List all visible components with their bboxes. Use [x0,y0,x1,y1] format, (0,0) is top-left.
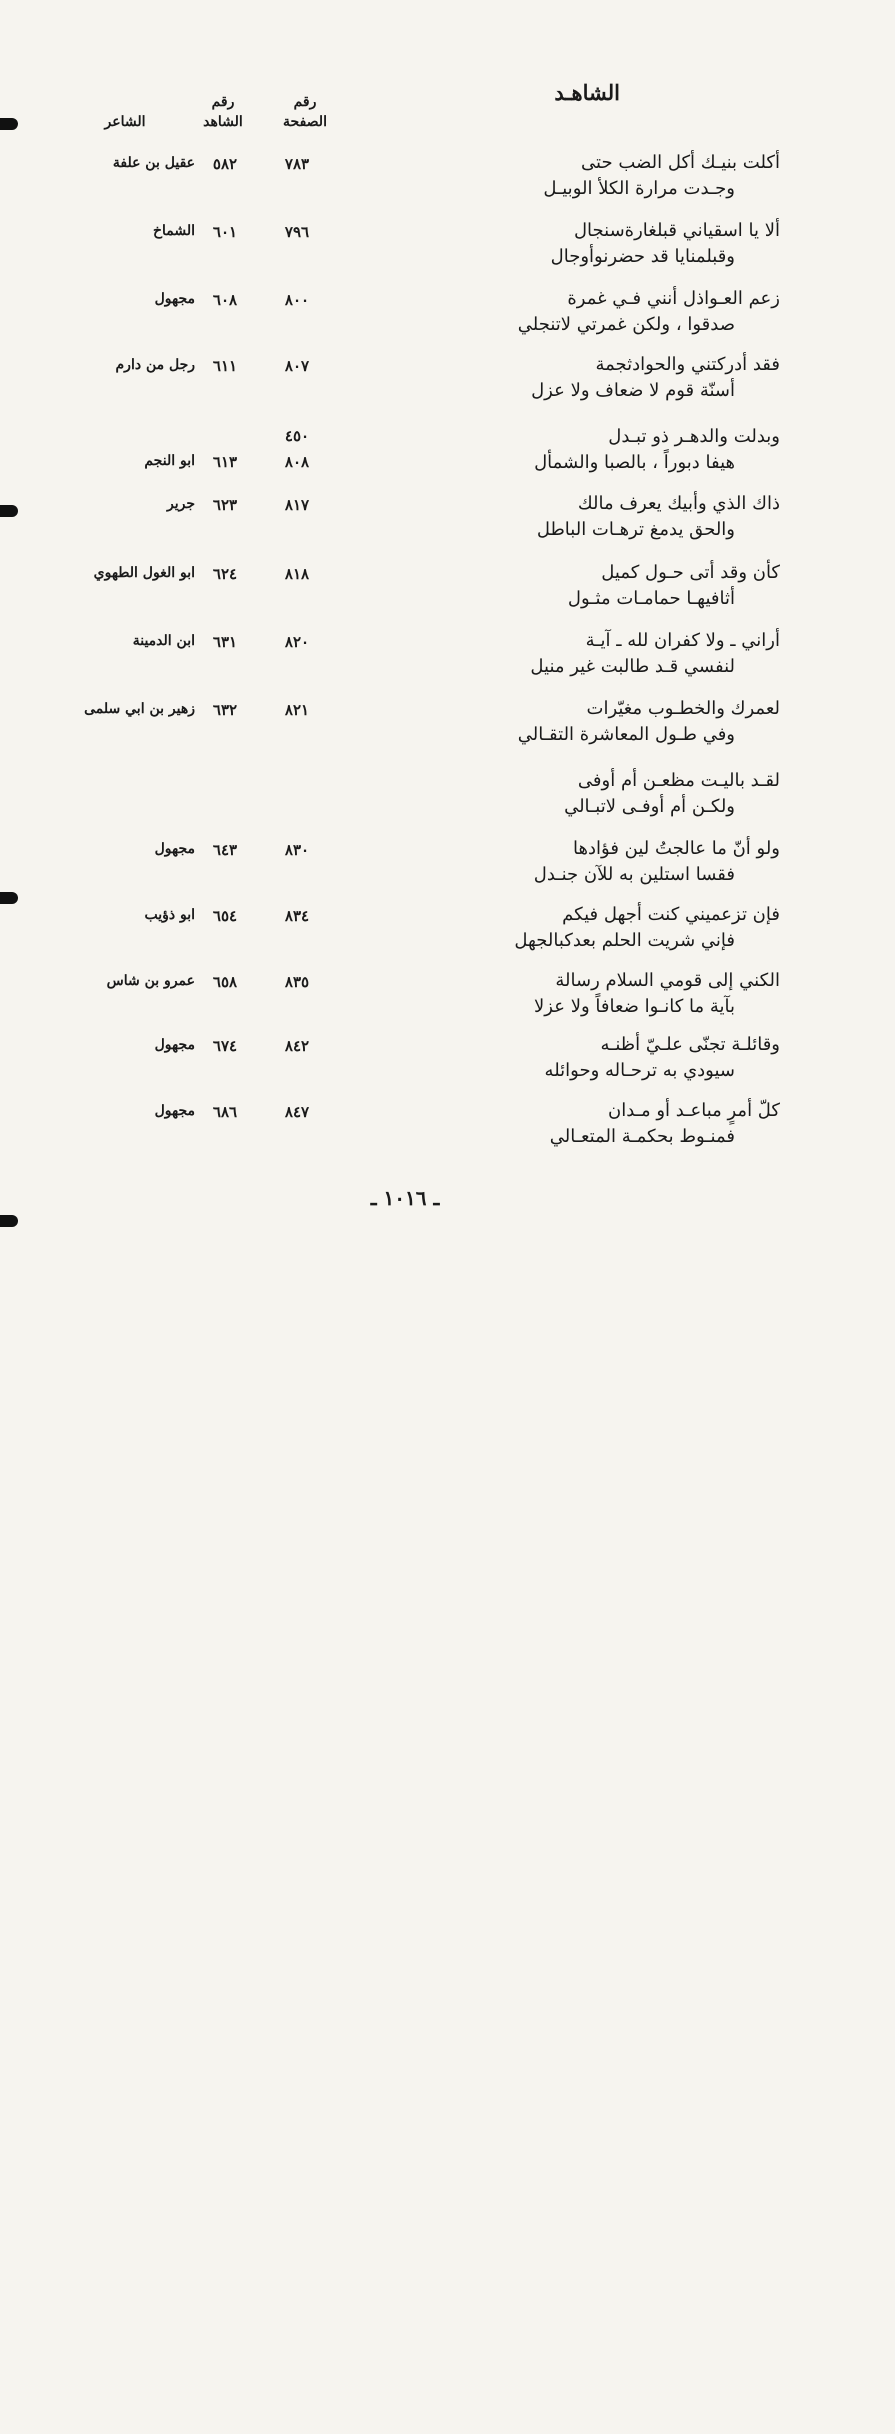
entry-row [0,352,895,412]
page-number-extra: ٤٥٠ [284,427,310,445]
verse-line-1: ذاك الذي وأبيك يعرف مالك [577,493,780,514]
poet-name: ابن الدمينة [132,633,195,649]
verse-line-1: ألا يا اسقياني قبلغارةسنجال [573,220,780,241]
poet-name: ابو النجم [144,453,195,469]
entry-row [0,696,895,756]
entry-row [0,902,895,962]
witness-number: ٦٥٨ [212,973,238,991]
poet-name: الشماخ [152,223,195,239]
scan-margin-mark [0,1215,18,1227]
column-header-witness-number: رقم الشاهد [203,94,243,130]
verse-line-2: ولكـن أم أوفـى لاتبـالي [564,796,735,817]
verse-line-2: أسنّة قوم لا ضعاف ولا عزل [531,380,735,401]
verse-line-1: وقائلـة تجنّى علـيّ أظنـه [600,1034,780,1055]
verse-line-1: وبدلت والدهـر ذو تبـدل [608,426,780,447]
page-number: ٨١٧ [284,496,310,514]
entry-row [0,560,895,620]
verse-line-1: فإن تزعميني كنت أجهل فيكم [562,904,780,925]
verse-line-2: وجـدت مرارة الكلأ الوبيـل [543,178,735,199]
poet-name: مجهول [154,291,195,307]
verse-line-1: ولو أنّ ما عالجتُ لين فؤادها [573,838,780,859]
verse-line-1: كلّ أمرٍ مباعـد أو مـدان [608,1100,780,1121]
witness-number: ٦٣١ [212,633,238,651]
witness-number: ٦٢٤ [212,565,238,583]
witness-number: ٦١١ [212,357,238,375]
page-number: ٨٣٠ [284,841,310,859]
verse-line-1: لقـد باليـت مظعـن أم أوفى [577,770,780,791]
page-number: ٨٠٠ [284,291,310,309]
page-number: ٨٣٥ [284,973,310,991]
verse-line-1: كأن وقد أتى حـول كميل [601,562,780,583]
page-number: ٨٤٧ [284,1103,310,1121]
verse-line-2: والحق يدمغ ترهـات الباطل [536,519,735,540]
poet-name: جرير [167,496,195,512]
entry-row [0,1098,895,1158]
entry-row [0,218,895,278]
page-number: ٨٣٤ [284,907,310,925]
poet-name: ابو ذؤيب [144,907,195,923]
verse-line-2: لنفسي قـد طالبت غير منيل [530,656,735,677]
verse-line-1: أكلت بنيـك أكل الضب حتى [581,152,780,173]
entry-row [0,836,895,896]
verse-line-2: صدقوا ، ولكن غمرتي لاتنجلي [517,314,735,335]
page-number: ٧٨٣ [284,155,310,173]
page-number: ٨٢١ [284,701,310,719]
page-number: ٨٢٠ [284,633,310,651]
poet-name: عمرو بن شاس [106,973,195,989]
column-header-witness-verse: الشاهـد [554,80,620,105]
entry-row [0,768,895,828]
poet-name: مجهول [154,1103,195,1119]
witness-number: ٦٢٣ [212,496,238,514]
witness-number: ٦٠٨ [212,291,238,309]
verse-line-2: فإني شريت الحلم بعدكبالجهل [514,930,735,951]
verse-line-1: فقد أدركتني والحوادثجمة [595,354,780,375]
verse-line-2: وفي طـول المعاشرة التقـالي [517,724,735,745]
entry-row [0,1032,895,1092]
page-number: ٨٤٢ [284,1037,310,1055]
witness-number: ٦١٣ [212,453,238,471]
entry-row [0,628,895,688]
page-number: ٧٩٦ [284,223,310,241]
column-header-poet: الشاعر [104,114,146,130]
verse-line-1: زعم العـواذل أنني فـي غمرة [567,288,780,309]
page-number: ٨٠٧ [284,357,310,375]
witness-number: ٦٤٣ [212,841,238,859]
verse-line-2: بآية ما كانـوا ضعافاً ولا عزلا [534,996,735,1017]
poet-name: زهير بن ابي سلمى [84,701,195,717]
column-header-page-number: رقم الصفحة [283,94,327,130]
witness-number: ٥٨٢ [212,155,238,173]
page-number: ٨١٨ [284,565,310,583]
scan-margin-mark [0,118,18,130]
verse-line-2: فقسا استلين به للآن جنـدل [533,864,735,885]
witness-number: ٦٨٦ [212,1103,238,1121]
verse-line-2: فمنـوط بحكمـة المتعـالي [549,1126,735,1147]
poet-name: رجل من دارم [115,357,195,373]
page-number-footer: ـ ١٠١٦ ـ [370,1186,440,1210]
poet-name: ابو الغول الطهوي [93,565,195,581]
poet-name: مجهول [154,1037,195,1053]
witness-number: ٦٧٤ [212,1037,238,1055]
verse-line-2: سيودي به ترحـاله وحوائله [544,1060,735,1081]
verse-line-2: أثافيهـا حمامـات مثـول [567,588,735,609]
verse-line-2: هيفا دبوراً ، بالصبا والشمأل [534,452,735,473]
page-number: ٨٠٨ [284,453,310,471]
entry-row [0,968,895,1028]
entry-row [0,491,895,551]
witness-number: ٦٣٢ [212,701,238,719]
witness-number: ٦٥٤ [212,907,238,925]
verse-line-1: لعمرك والخطـوب مغيّرات [586,698,780,719]
verse-line-1: الكني إلى قومي السلام رسالة [555,970,780,991]
entry-row [0,424,895,484]
poet-name: عقيل بن علفة [112,155,195,171]
entry-row [0,150,895,210]
witness-number: ٦٠١ [212,223,238,241]
poet-name: مجهول [154,841,195,857]
verse-line-2: وقبلمنايا قد حضرنوأوجال [550,246,735,267]
entry-row [0,286,895,346]
verse-line-1: أراني ـ ولا كفران لله ـ آيـة [585,630,780,651]
